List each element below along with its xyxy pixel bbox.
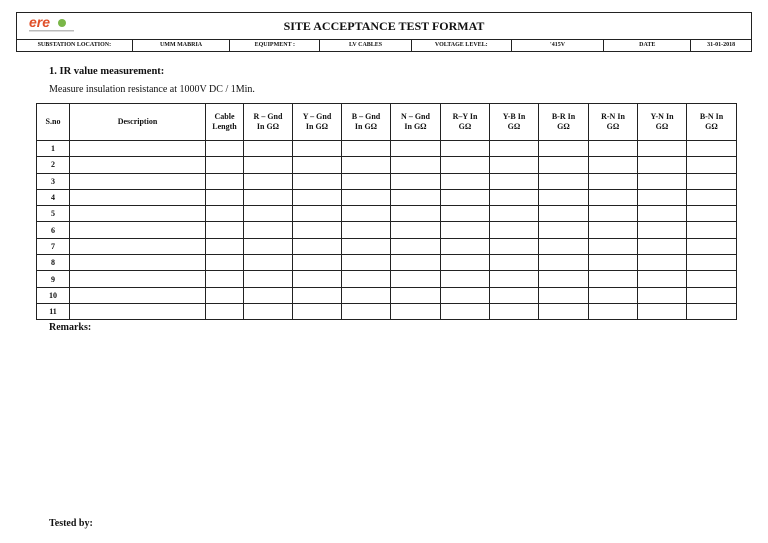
remarks-label: Remarks: <box>49 322 92 333</box>
entry-cell[interactable] <box>589 271 638 287</box>
column-header <box>244 104 293 141</box>
column-header <box>441 104 490 141</box>
entry-cell[interactable] <box>293 222 342 238</box>
row-number: 7 <box>37 238 70 254</box>
entry-cell[interactable] <box>391 206 441 222</box>
entry-cell[interactable] <box>441 287 490 303</box>
entry-cell[interactable] <box>638 255 687 271</box>
row-number: 10 <box>37 287 70 303</box>
entry-cell[interactable] <box>687 255 737 271</box>
table-row <box>37 206 737 222</box>
entry-cell[interactable] <box>342 255 391 271</box>
entry-cell[interactable] <box>687 141 737 157</box>
column-header-line1: B-N In <box>699 112 724 121</box>
entry-cell[interactable] <box>589 303 638 319</box>
entry-cell[interactable] <box>687 238 737 254</box>
column-header-line1: R–Y In <box>452 112 478 121</box>
entry-cell[interactable] <box>638 287 687 303</box>
entry-cell[interactable] <box>391 287 441 303</box>
entry-cell[interactable] <box>70 206 206 222</box>
entry-cell[interactable] <box>342 189 391 205</box>
entry-cell[interactable] <box>293 303 342 319</box>
entry-cell[interactable] <box>441 238 490 254</box>
entry-cell[interactable] <box>293 271 342 287</box>
entry-cell[interactable] <box>638 238 687 254</box>
entry-cell[interactable] <box>391 141 441 157</box>
entry-cell[interactable] <box>391 222 441 238</box>
entry-cell[interactable] <box>244 206 293 222</box>
entry-cell[interactable] <box>539 255 589 271</box>
entry-cell[interactable] <box>490 222 539 238</box>
info-cell: VOLTAGE LEVEL: <box>412 39 512 52</box>
entry-cell[interactable] <box>342 271 391 287</box>
entry-cell[interactable] <box>391 238 441 254</box>
entry-cell[interactable] <box>293 189 342 205</box>
entry-cell[interactable] <box>70 271 206 287</box>
entry-cell[interactable] <box>342 141 391 157</box>
entry-cell[interactable] <box>391 255 441 271</box>
entry-cell[interactable] <box>244 255 293 271</box>
entry-cell[interactable] <box>687 287 737 303</box>
column-header <box>638 104 687 141</box>
info-cell: 31-01-2018 <box>707 42 736 48</box>
entry-cell[interactable] <box>589 189 638 205</box>
table-row <box>37 173 737 189</box>
row-number: 5 <box>37 206 70 222</box>
row-number: 4 <box>37 189 70 205</box>
entry-cell[interactable] <box>244 287 293 303</box>
entry-cell[interactable] <box>441 141 490 157</box>
column-header <box>490 104 539 141</box>
entry-cell[interactable] <box>244 173 293 189</box>
entry-cell[interactable] <box>244 141 293 157</box>
entry-cell[interactable] <box>539 238 589 254</box>
entry-cell[interactable] <box>244 238 293 254</box>
entry-cell[interactable] <box>539 173 589 189</box>
entry-cell[interactable] <box>206 303 244 319</box>
title-row <box>17 13 751 40</box>
entry-cell[interactable] <box>70 222 206 238</box>
row-number: 6 <box>37 222 70 238</box>
entry-cell[interactable] <box>589 141 638 157</box>
entry-cell[interactable] <box>539 189 589 205</box>
info-row <box>17 39 751 52</box>
entry-cell[interactable] <box>539 271 589 287</box>
entry-cell[interactable] <box>589 222 638 238</box>
entry-cell[interactable] <box>441 189 490 205</box>
entry-cell[interactable] <box>638 222 687 238</box>
info-cell: SUBSTATION LOCATION: <box>17 39 133 52</box>
entry-cell[interactable] <box>293 206 342 222</box>
entry-cell[interactable] <box>441 303 490 319</box>
entry-cell[interactable] <box>70 173 206 189</box>
table-row <box>37 303 737 319</box>
row-number: 3 <box>37 173 70 189</box>
column-header-line1: B-R In <box>551 112 576 121</box>
page-title: SITE ACCEPTANCE TEST FORMAT <box>283 19 485 33</box>
column-header <box>342 104 391 141</box>
entry-cell[interactable] <box>490 303 539 319</box>
entry-cell[interactable] <box>293 141 342 157</box>
row-number: 8 <box>37 255 70 271</box>
column-header <box>70 104 206 141</box>
entry-cell[interactable] <box>70 157 206 173</box>
info-cell: LV CABLES <box>320 39 412 52</box>
section-heading: 1. IR value measurement: <box>49 66 165 77</box>
entry-cell[interactable] <box>70 141 206 157</box>
entry-cell[interactable] <box>441 173 490 189</box>
entry-cell[interactable] <box>244 189 293 205</box>
table-row <box>37 271 737 287</box>
column-header-line1: Y-N In <box>650 112 674 121</box>
entry-cell[interactable] <box>206 157 244 173</box>
entry-cell[interactable] <box>687 157 737 173</box>
entry-cell[interactable] <box>539 157 589 173</box>
column-header-line2: GΩ <box>655 122 669 131</box>
entry-cell[interactable] <box>391 173 441 189</box>
form-header <box>16 12 752 52</box>
info-cell: '415V <box>512 39 605 52</box>
entry-cell[interactable] <box>490 157 539 173</box>
column-header-line2: In GΩ <box>354 122 378 131</box>
column-header-line2: GΩ <box>507 122 521 131</box>
row-number: 11 <box>37 303 70 319</box>
entry-cell[interactable] <box>490 271 539 287</box>
entry-cell[interactable] <box>589 287 638 303</box>
entry-cell[interactable] <box>638 189 687 205</box>
column-header-line1: R-N In <box>601 112 625 121</box>
entry-cell[interactable] <box>539 141 589 157</box>
entry-cell[interactable] <box>687 173 737 189</box>
entry-cell[interactable] <box>687 189 737 205</box>
entry-cell[interactable] <box>206 255 244 271</box>
table-row <box>37 255 737 271</box>
entry-cell[interactable] <box>589 206 638 222</box>
entry-cell[interactable] <box>70 238 206 254</box>
entry-cell[interactable] <box>687 222 737 238</box>
entry-cell[interactable] <box>70 303 206 319</box>
column-header-line2: GΩ <box>458 122 472 131</box>
entry-cell[interactable] <box>244 157 293 173</box>
column-header-line2: In GΩ <box>305 122 329 131</box>
tested-by-label: Tested by: <box>49 518 93 529</box>
entry-cell[interactable] <box>293 173 342 189</box>
entry-cell[interactable] <box>206 141 244 157</box>
entry-cell[interactable] <box>342 173 391 189</box>
entry-cell[interactable] <box>342 206 391 222</box>
entry-cell[interactable] <box>490 141 539 157</box>
entry-cell[interactable] <box>687 206 737 222</box>
entry-cell[interactable] <box>206 287 244 303</box>
row-number: 9 <box>37 271 70 287</box>
column-header-line2: In GΩ <box>256 122 280 131</box>
entry-cell[interactable] <box>206 271 244 287</box>
entry-cell[interactable] <box>638 173 687 189</box>
entry-cell[interactable] <box>589 238 638 254</box>
entry-cell[interactable] <box>391 157 441 173</box>
entry-cell[interactable] <box>638 206 687 222</box>
entry-cell[interactable] <box>441 157 490 173</box>
entry-cell[interactable] <box>244 222 293 238</box>
entry-cell[interactable] <box>293 157 342 173</box>
entry-cell[interactable] <box>342 303 391 319</box>
entry-cell[interactable] <box>391 303 441 319</box>
entry-cell[interactable] <box>539 303 589 319</box>
entry-cell[interactable] <box>589 157 638 173</box>
instruction-text: Measure insulation resistance at 1000V DC / 1Min. <box>49 84 255 95</box>
column-header-line1: Y-B In <box>502 112 526 121</box>
ir-measurement-table <box>36 103 737 320</box>
info-cell: UMM MABRIA <box>133 39 231 52</box>
column-header-line1: B – Gnd <box>351 112 381 121</box>
entry-cell[interactable] <box>539 287 589 303</box>
entry-cell[interactable] <box>206 222 244 238</box>
table-row <box>37 287 737 303</box>
entry-cell[interactable] <box>638 157 687 173</box>
column-header <box>687 104 737 141</box>
entry-cell[interactable] <box>206 206 244 222</box>
column-header-line1: R – Gnd <box>253 112 283 121</box>
entry-cell[interactable] <box>206 238 244 254</box>
table-row <box>37 189 737 205</box>
entry-cell[interactable] <box>687 303 737 319</box>
column-header-line1: S.no <box>45 117 61 126</box>
entry-cell[interactable] <box>70 189 206 205</box>
column-header <box>37 104 70 141</box>
entry-cell[interactable] <box>70 287 206 303</box>
column-header-line2: In GΩ <box>404 122 427 131</box>
entry-cell[interactable] <box>589 173 638 189</box>
entry-cell[interactable] <box>391 189 441 205</box>
entry-cell[interactable] <box>293 238 342 254</box>
info-cell: EQUIPMENT : <box>230 39 320 52</box>
table-row <box>37 222 737 238</box>
entry-cell[interactable] <box>490 206 539 222</box>
entry-cell[interactable] <box>589 255 638 271</box>
entry-cell[interactable] <box>490 238 539 254</box>
row-number: 2 <box>37 157 70 173</box>
entry-cell[interactable] <box>490 287 539 303</box>
column-header <box>539 104 589 141</box>
entry-cell[interactable] <box>70 255 206 271</box>
column-header <box>589 104 638 141</box>
entry-cell[interactable] <box>539 206 589 222</box>
entry-cell[interactable] <box>539 222 589 238</box>
entry-cell[interactable] <box>342 238 391 254</box>
column-header-line1: Description <box>117 117 158 126</box>
column-header-line1: Cable <box>214 112 235 121</box>
entry-cell[interactable] <box>391 271 441 287</box>
table-header-row <box>37 104 737 141</box>
entry-cell[interactable] <box>441 222 490 238</box>
entry-cell[interactable] <box>293 255 342 271</box>
column-header-line1: Y – Gnd <box>302 112 332 121</box>
column-header <box>206 104 244 141</box>
column-header-line2: Length <box>212 122 237 131</box>
entry-cell[interactable] <box>206 189 244 205</box>
entry-cell[interactable] <box>244 303 293 319</box>
table-row <box>37 141 737 157</box>
column-header <box>293 104 342 141</box>
column-header-line2: GΩ <box>705 122 718 131</box>
entry-cell[interactable] <box>244 271 293 287</box>
entry-cell[interactable] <box>490 255 539 271</box>
entry-cell[interactable] <box>441 206 490 222</box>
entry-cell[interactable] <box>342 222 391 238</box>
entry-cell[interactable] <box>638 303 687 319</box>
entry-cell[interactable] <box>490 173 539 189</box>
column-header <box>391 104 441 141</box>
column-header-line1: N – Gnd <box>401 112 430 121</box>
entry-cell[interactable] <box>342 287 391 303</box>
entry-cell[interactable] <box>441 271 490 287</box>
svg-text:ere: ere <box>29 16 51 30</box>
info-cell: DATE <box>604 39 691 52</box>
entry-cell[interactable] <box>638 271 687 287</box>
row-number: 1 <box>37 141 70 157</box>
entry-cell[interactable] <box>638 141 687 157</box>
entry-cell[interactable] <box>490 189 539 205</box>
entry-cell[interactable] <box>441 255 490 271</box>
column-header-line2: GΩ <box>557 122 570 131</box>
table-row <box>37 238 737 254</box>
column-header-line2: GΩ <box>606 122 620 131</box>
entry-cell[interactable] <box>206 173 244 189</box>
entry-cell[interactable] <box>342 157 391 173</box>
entry-cell[interactable] <box>687 271 737 287</box>
entry-cell[interactable] <box>293 287 342 303</box>
table-row <box>37 157 737 173</box>
